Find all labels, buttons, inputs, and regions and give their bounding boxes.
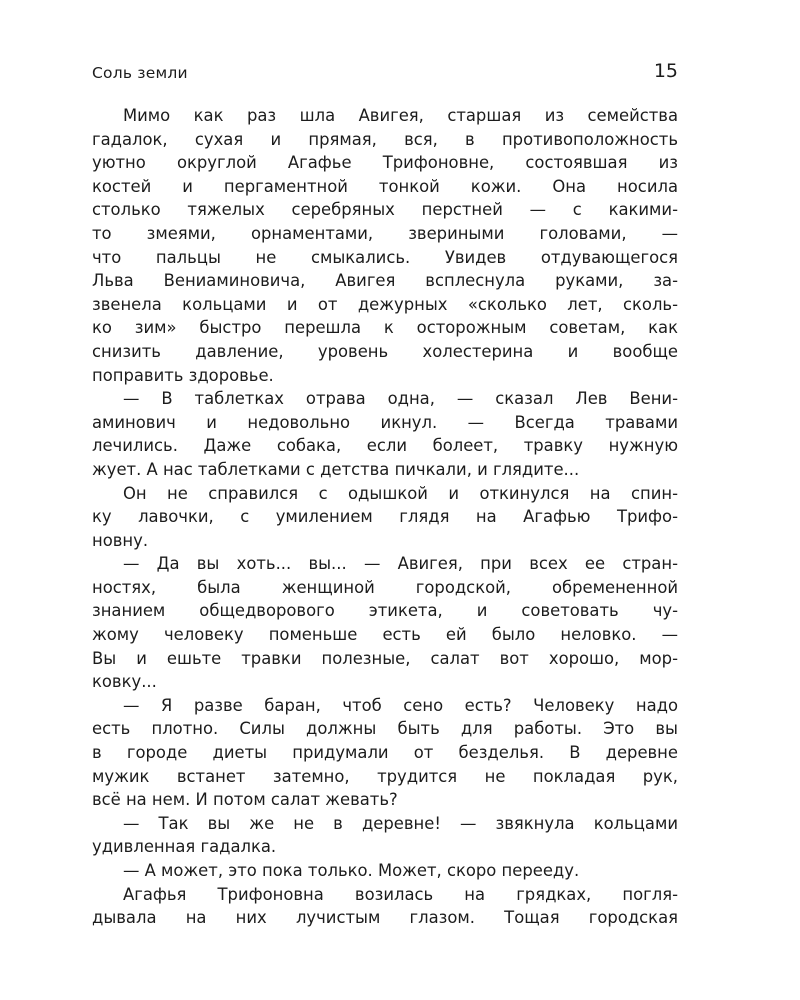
text-line: ку лавочки, с умилением глядя на Агафью Трифо- <box>92 507 678 527</box>
text-line: — А может, это пока только. Может, скоро перееду. <box>123 861 580 880</box>
text-line: лечились. Даже собака, если болеет, травку нужную <box>92 436 678 456</box>
text-line: — Да вы хоть... вы... — Авигея, при всех ее стран- <box>123 554 678 574</box>
body-text <box>92 104 678 930</box>
running-header <box>92 58 678 88</box>
text-line: — В таблетках отрава одна, — сказал Лев Вени- <box>123 389 678 409</box>
text-line: дывала на них лучистым глазом. Тощая городская <box>92 908 678 928</box>
text-line: — Я разве баран, чтоб сено есть? Человеку надо <box>123 695 678 715</box>
text-line: знанием общедворового этикета, и советовать чу- <box>92 601 678 621</box>
text-line: гадалок, сухая и прямая, вся, в противоположность <box>92 129 678 149</box>
text-line: мужик встанет затемно, трудится не покладая рук, <box>92 766 678 786</box>
text-line: поправить здоровье. <box>92 365 274 385</box>
text-line: Агафья Трифоновна возилась на грядках, погля- <box>123 884 678 904</box>
text-line: — Так вы же не в деревне! — звякнула кольцами <box>123 813 678 833</box>
text-line: Мимо как раз шла Авигея, старшая из семейства <box>123 106 678 125</box>
text-line: Льва Вениаминовича, Авигея всплеснула руками, за- <box>92 271 678 291</box>
book-page <box>92 58 678 930</box>
text-line: ковку... <box>92 672 157 692</box>
page-number: 15 <box>653 60 678 82</box>
text-line: Вы и ешьте травки полезные, салат вот хорошо, мор- <box>92 648 678 668</box>
text-line: то змеями, орнаментами, звериными головами, — <box>92 223 678 243</box>
text-line: новну. <box>92 530 149 550</box>
running-title: Соль земли <box>92 64 188 82</box>
text-line: жует. А нас таблетками с детства пичкали, и глядите... <box>92 459 580 479</box>
text-line: аминович и недовольно икнул. — Всегда травами <box>92 412 678 432</box>
text-line: столько тяжелых серебряных перстней — с какими- <box>92 200 678 220</box>
text-line: жому человеку поменьше есть ей было неловко. — <box>92 625 678 645</box>
text-line: снизить давление, уровень холестерина и вообще <box>92 341 678 361</box>
text-line: удивленная гадалка. <box>92 837 277 857</box>
text-line: есть плотно. Силы должны быть для работы. Это вы <box>92 719 678 739</box>
text-line: ко зим» быстро перешла к осторожным советам, как <box>92 318 678 338</box>
text-line: всё на нем. И потом салат жевать? <box>92 790 398 810</box>
text-line: звенела кольцами и от дежурных «сколько лет, сколь- <box>92 294 678 314</box>
text-line: что пальцы не смыкались. Увидев отдувающегося <box>92 247 678 267</box>
text-line: Он не справился с одышкой и откинулся на спин- <box>123 483 678 503</box>
text-line: костей и пергаментной тонкой кожи. Она носила <box>92 176 678 196</box>
text-line: в городе диеты придумали от безделья. В деревне <box>92 743 678 763</box>
text-line: уютно округлой Агафье Трифоновне, состоявшая из <box>92 153 678 173</box>
text-line: ностях, была женщиной городской, обремененной <box>92 577 678 597</box>
